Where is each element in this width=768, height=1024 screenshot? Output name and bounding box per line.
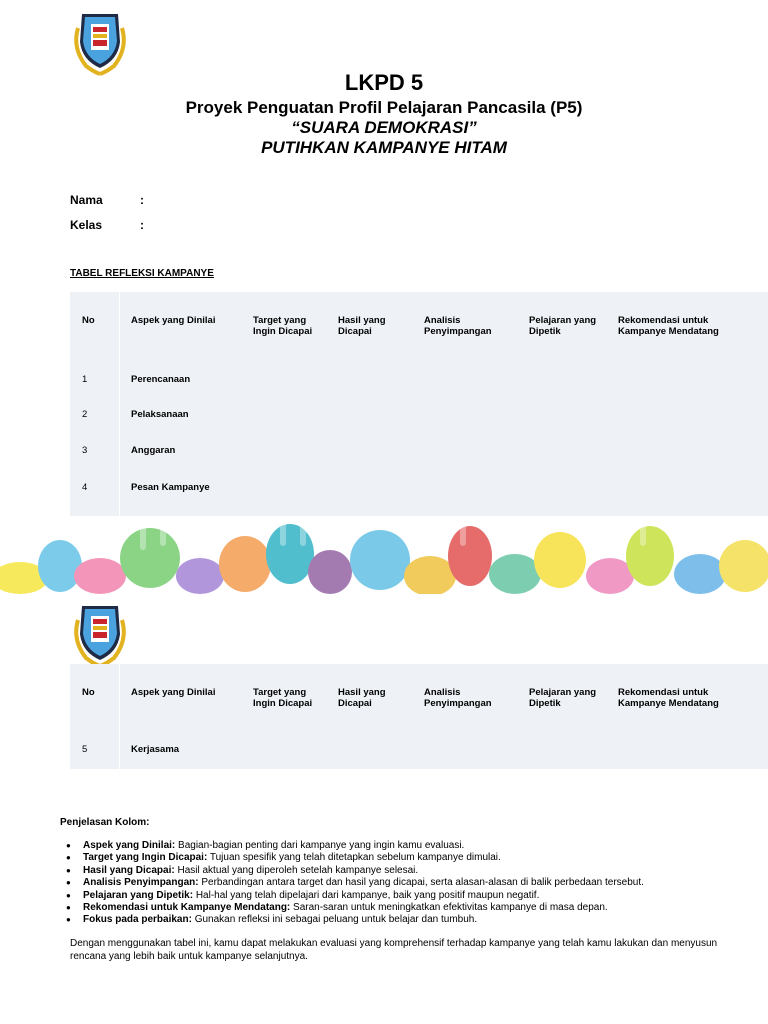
page-subtitle: Proyek Penguatan Profil Pelajaran Pancasila (P5)	[185, 98, 583, 117]
list-item	[66, 865, 756, 877]
row-aspect: Anggaran	[131, 445, 176, 456]
row-number: 4	[82, 482, 88, 493]
header-target: Target yang Ingin Dicapai	[253, 687, 313, 709]
description: Perbandingan antara target dan hasil yang dicapai, serta alasan-alasan di balik perbedaan tersebut.	[198, 877, 644, 889]
school-crest-icon	[68, 600, 132, 668]
closing-paragraph: Dengan menggunakan tabel ini, kamu dapat melakukan evaluasi yang komprehensif terhadap kampanye yang telah kamu lakukan dan menyusun rencana yang lebih baik untuk kampanye selanjutnya.	[70, 938, 718, 962]
row-number: 3	[82, 445, 88, 456]
row-number: 5	[82, 744, 88, 755]
row-number: 1	[82, 374, 88, 385]
list-item	[66, 852, 756, 864]
header-hasil: Hasil yang Dicapai	[338, 315, 386, 337]
header-pelajaran: Pelajaran yang Dipetik	[529, 315, 597, 337]
row-aspect: Pelaksanaan	[131, 409, 189, 420]
description: Bagian-bagian penting dari kampanye yang ingin kamu evaluasi.	[175, 840, 465, 851]
term: Fokus pada perbaikan:	[83, 914, 192, 926]
header-no: No	[82, 687, 95, 698]
class-colon: :	[140, 218, 144, 232]
school-crest-icon	[68, 8, 132, 76]
list-item	[66, 840, 756, 852]
reflection-table-continued	[70, 664, 768, 769]
description: Gunakan refleksi ini sebagai peluang untuk belajar dan tumbuh.	[191, 914, 478, 926]
header-target: Target yang Ingin Dicapai	[253, 315, 313, 337]
header-aspek: Aspek yang Dinilai	[131, 687, 216, 698]
header-hasil: Hasil yang Dicapai	[338, 687, 386, 709]
class-field	[70, 218, 144, 232]
header-aspek: Aspek yang Dinilai	[131, 315, 216, 326]
page-title: LKPD 5	[344, 70, 424, 95]
table-title: TABEL REFLEKSI KAMPANYE	[70, 268, 214, 279]
reflection-table	[70, 292, 768, 518]
row-number: 2	[82, 409, 88, 420]
description: Tujuan spesifik yang telah ditetapkan sebelum kampanye dimulai.	[207, 852, 501, 864]
row-aspect: Kerjasama	[131, 744, 180, 755]
name-label: Nama	[70, 193, 103, 207]
page-tagline: “SUARA DEMOKRASI”	[291, 118, 477, 137]
name-colon: :	[140, 193, 144, 207]
colorful-hands-banner	[0, 516, 768, 594]
name-field	[70, 193, 144, 207]
list-item	[66, 890, 756, 902]
header-pelajaran: Pelajaran yang Dipetik	[529, 687, 597, 709]
class-label: Kelas	[70, 218, 103, 232]
term: Target yang Ingin Dicapai:	[83, 852, 208, 864]
explanation-heading: Penjelasan Kolom:	[60, 817, 150, 828]
explanation-list	[66, 840, 756, 927]
column-separator	[119, 292, 120, 518]
description: Hasil aktual yang diperoleh setelah kampanye selesai.	[174, 864, 419, 876]
page-theme: PUTIHKAN KAMPANYE HITAM	[261, 138, 507, 157]
column-separator	[119, 664, 120, 769]
term: Aspek yang Dinilai:	[83, 840, 176, 851]
row-aspect: Perencanaan	[131, 374, 191, 385]
document-header	[0, 70, 768, 158]
description: Hal-hal yang telah dipelajari dari kampanye, baik yang positif maupun negatif.	[193, 889, 540, 901]
header-analisis: Analisis Penyimpangan	[424, 315, 492, 337]
term: Analisis Penyimpangan:	[83, 877, 199, 889]
list-item	[66, 902, 756, 914]
header-no: No	[82, 315, 95, 326]
list-item	[66, 877, 756, 889]
header-rekomendasi: Rekomendasi untuk Kampanye Mendatang	[618, 315, 719, 337]
list-item	[66, 914, 756, 926]
header-rekomendasi: Rekomendasi untuk Kampanye Mendatang	[618, 687, 719, 709]
term: Hasil yang Dicapai:	[83, 864, 175, 876]
term: Pelajaran yang Dipetik:	[83, 889, 194, 901]
header-analisis: Analisis Penyimpangan	[424, 687, 492, 709]
term: Rekomendasi untuk Kampanye Mendatang:	[83, 902, 291, 914]
row-aspect: Pesan Kampanye	[131, 482, 210, 493]
description: Saran-saran untuk meningkatkan efektivitas kampanye di masa depan.	[290, 902, 608, 914]
